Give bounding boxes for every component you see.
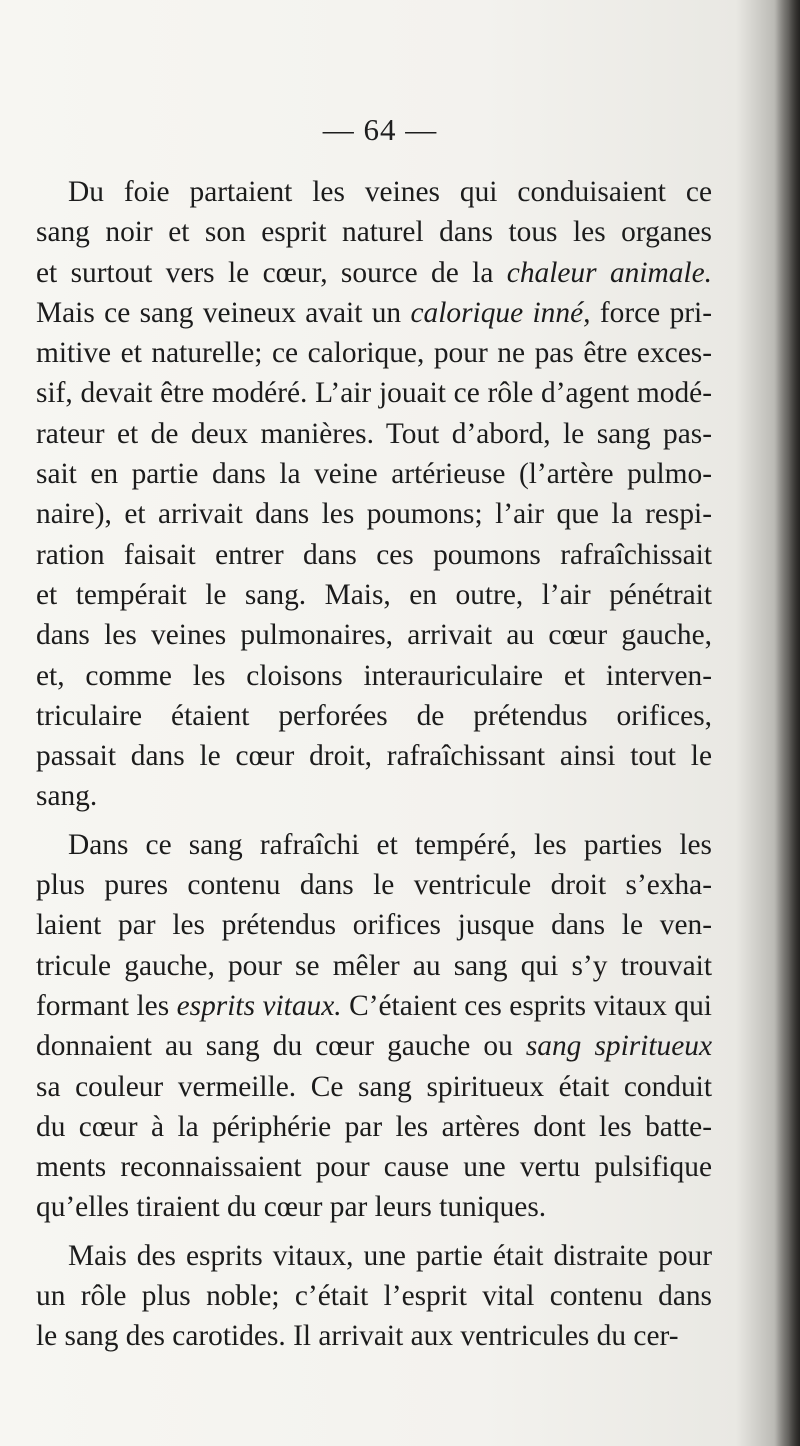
text-line: et surtout vers le cœur, source de la chaleur animale.: [36, 256, 712, 289]
text-line: Mais des esprits vitaux, une partie était distraite pour: [68, 1239, 712, 1272]
text-line: sang.: [36, 780, 98, 813]
paragraph-gap: [36, 817, 712, 825]
text-line: passait dans le cœur droit, rafraîchissant ainsi tout le: [36, 740, 712, 773]
italic-term: calorique inné,: [410, 296, 591, 329]
text-line: un rôle plus noble; c’était l’esprit vital contenu dans: [36, 1280, 712, 1313]
body-text: [36, 172, 712, 1357]
text-line: ration faisait entrer dans ces poumons rafraîchissait: [36, 538, 712, 571]
text-line: dans les veines pulmonaires, arrivait au cœur gauche,: [36, 619, 712, 652]
text-line: sif, devait être modéré. L’air jouait ce rôle d’agent modé-: [36, 377, 712, 410]
text-line: le sang des carotides. Il arrivait aux ventricules du cer-: [36, 1320, 679, 1353]
text-line: mitive et naturelle; ce calorique, pour ne pas être exces-: [36, 337, 712, 370]
text-line: et tempérait le sang. Mais, en outre, l’air pénétrait: [36, 578, 712, 611]
text-line: sa couleur vermeille. Ce sang spiritueux était conduit: [36, 1070, 712, 1103]
italic-term: sang spiritueux: [525, 1030, 712, 1063]
italic-term: esprits vitaux.: [176, 989, 342, 1022]
text-line: rateur et de deux manières. Tout d’abord, le sang pas-: [36, 417, 712, 450]
page-number: — 64 —: [322, 112, 438, 147]
text-line: tricule gauche, pour se mêler au sang qui s’y trouvait: [36, 949, 712, 982]
text-line: Dans ce sang rafraîchi et tempéré, les parties les: [68, 828, 712, 861]
text-line: ments reconnaissaient pour cause une vertu pulsifique: [36, 1151, 712, 1184]
italic-term: chaleur animale.: [506, 256, 712, 289]
text-line: et, comme les cloisons interauriculaire et interven-: [36, 659, 712, 692]
text-line: naire), et arrivait dans les poumons; l’air que la respi-: [36, 498, 712, 531]
text-line: Du foie partaient les veines qui conduisaient ce: [68, 176, 712, 208]
text-line: Mais ce sang veineux avait un calorique inné, force pri-: [36, 296, 712, 329]
text-line: plus pures contenu dans le ventricule droit s’exha-: [36, 869, 712, 902]
text-line: sang noir et son esprit naturel dans tous les organes: [36, 216, 712, 249]
text-line: sait en partie dans la veine artérieuse (l’artère pulmo-: [36, 458, 712, 491]
text-line: laient par les prétendus orifices jusque dans le ven-: [36, 909, 712, 942]
page-edge-shadow: [774, 0, 800, 1446]
text-line: formant les esprits vitaux. C’étaient ces esprits vitaux qui: [36, 989, 712, 1022]
text-line: triculaire étaient perforées de prétendus orifices,: [36, 699, 712, 732]
text-line: qu’elles tiraient du cœur par leurs tuniques.: [36, 1191, 547, 1224]
text-line: du cœur à la périphérie par les artères dont les batte-: [36, 1110, 712, 1143]
text-line: donnaient au sang du cœur gauche ou sang spiritueux: [36, 1030, 712, 1063]
paragraph-gap: [36, 1228, 712, 1236]
